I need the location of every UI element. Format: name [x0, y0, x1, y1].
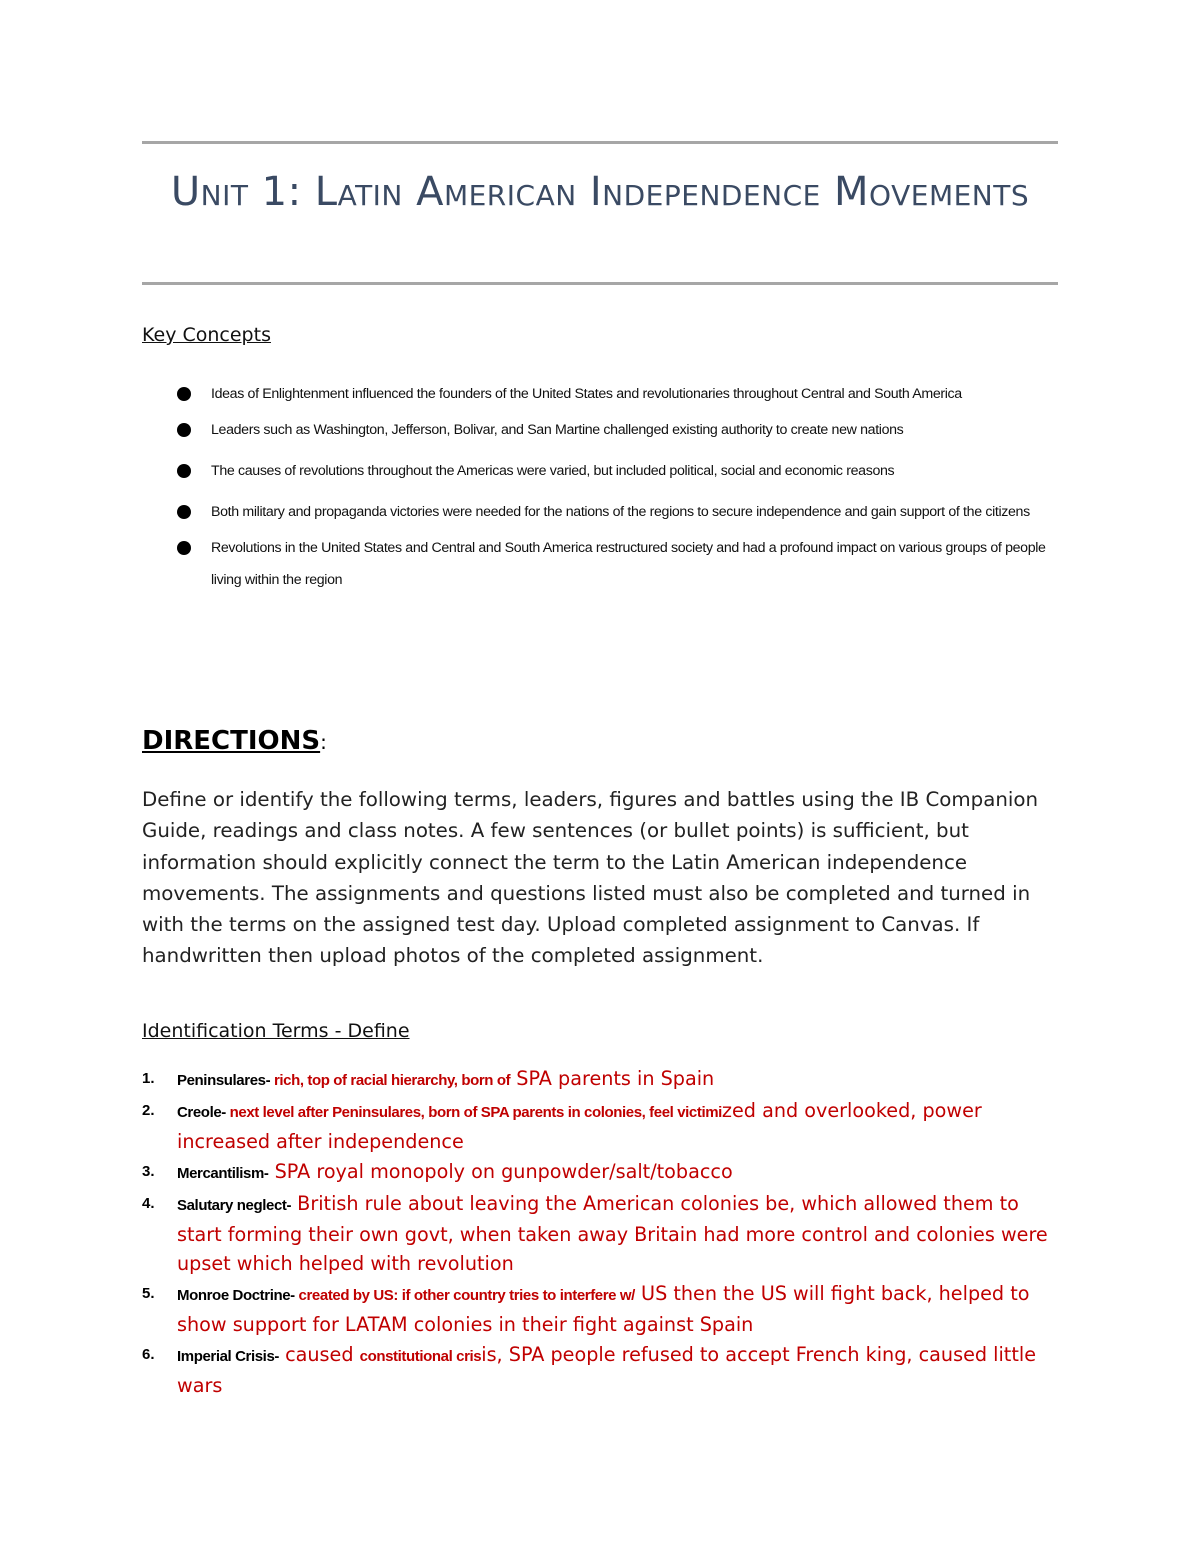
- term-answer-bold: rich, top of racial hierarchy, born of: [270, 1072, 511, 1089]
- document-title: Unit 1: Latin American Independence Movements: [170, 169, 1030, 215]
- term-answer: British rule about leaving the American colonies be, which allowed them to start forming their own govt, when taken away Britain had more control and colonies were upset which helped with revolution: [177, 1192, 1048, 1275]
- key-concept-item: [142, 532, 1058, 596]
- term-number: 6.: [142, 1345, 155, 1363]
- term-number: 4.: [142, 1195, 155, 1213]
- directions-heading-colon: :: [320, 730, 327, 754]
- term-label: Mercantilism-: [177, 1165, 269, 1183]
- bullet-icon: [177, 464, 191, 478]
- term-item: [142, 1280, 1058, 1339]
- term-answer: SPA royal monopoly on gunpowder/salt/tobacco: [268, 1160, 733, 1184]
- key-concepts-list: [142, 378, 1058, 596]
- term-answer: SPA parents in Spain: [510, 1067, 715, 1090]
- key-concept-text: Both military and propaganda victories were needed for the nations of the regions to secure independence and gain support of the citizens: [211, 504, 1030, 520]
- term-answer-bold: next level after Peninsulares, born of SPA parents in colonies, feel victimi: [225, 1104, 722, 1122]
- term-label: Salutary neglect-: [177, 1197, 292, 1215]
- bullet-icon: [177, 423, 191, 437]
- term-label: Peninsulares-: [177, 1072, 271, 1089]
- key-concept-item: [142, 455, 1058, 487]
- term-item: [142, 1097, 1058, 1156]
- term-number: 2.: [142, 1102, 155, 1120]
- bullet-icon: [177, 541, 191, 555]
- directions-heading: [142, 726, 327, 756]
- term-label: Monroe Doctrine-: [177, 1286, 295, 1304]
- title-bottom-rule: [142, 282, 1058, 285]
- term-number: 1.: [142, 1070, 155, 1087]
- term-answer: is, SPA people refused to accept French king, caused little wars: [177, 1342, 1036, 1397]
- key-concept-item: [142, 378, 1058, 410]
- term-item: [142, 1341, 1058, 1400]
- term-item: [142, 1158, 1058, 1189]
- term-number: 5.: [142, 1284, 155, 1302]
- title-top-rule: [142, 141, 1058, 144]
- term-answer: caused: [278, 1342, 360, 1366]
- identification-terms-list: [142, 1065, 1058, 1400]
- key-concept-text: Leaders such as Washington, Jefferson, Bolivar, and San Martine challenged existing authority to create new nations: [211, 422, 904, 438]
- term-number: 3.: [142, 1163, 155, 1181]
- key-concept-text: Ideas of Enlightenment influenced the founders of the United States and revolutionaries throughout Central and South America: [211, 386, 962, 402]
- key-concept-item: [142, 496, 1058, 528]
- term-item: [142, 1065, 1058, 1096]
- key-concepts-heading: Key Concepts: [142, 324, 271, 346]
- term-answer-bold: constitutional cris: [359, 1347, 482, 1365]
- term-item: [142, 1190, 1058, 1278]
- key-concept-text: Revolutions in the United States and Central and South America restructured society and had a profound impact on various groups of people living within the region: [211, 540, 1046, 588]
- bullet-icon: [177, 505, 191, 519]
- key-concept-item: [142, 414, 1058, 446]
- term-answer: zed and overlooked, power increased after independence: [177, 1099, 982, 1153]
- term-label: Creole-: [177, 1104, 226, 1122]
- term-answer: US then the US will fight back, helped to show support for LATAM colonies in their fight against Spain: [177, 1281, 1030, 1336]
- bullet-icon: [177, 387, 191, 401]
- key-concept-text: The causes of revolutions throughout the Americas were varied, but included political, social and economic reasons: [211, 463, 895, 479]
- term-label: Imperial Crisis-: [177, 1347, 279, 1365]
- identification-heading: Identification Terms - Define: [142, 1020, 410, 1042]
- directions-text: Define or identify the following terms, leaders, figures and battles using the IB Companion Guide, readings and class notes. A few sentences (or bullet points) is sufficient, but information should explicitly connect the term to the Latin American independence movements. The assignments and questions listed must also be completed and turned in with the terms on the assigned test day. Upload completed assignment to Canvas. If handwritten then upload photos of the completed assignment.: [142, 788, 1039, 968]
- term-answer-bold: created by US: if other country tries to interfere w/: [294, 1286, 635, 1304]
- directions-heading-text: DIRECTIONS: [142, 726, 321, 756]
